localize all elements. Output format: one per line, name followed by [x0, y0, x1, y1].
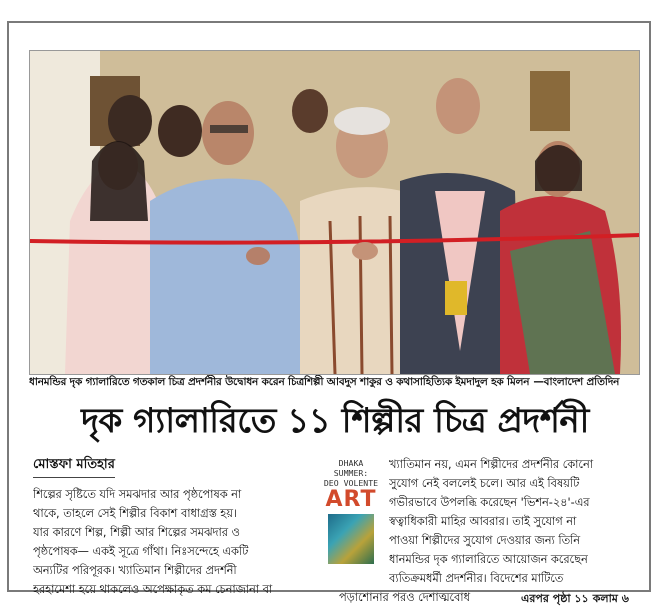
body-line: অন্যটির পরিপূরক। খ্যাতিমান শিল্পীদের প্রদর্শনী	[33, 564, 237, 577]
continuation-page: এরপর পৃষ্ঠা ১১	[521, 592, 589, 605]
poster-artwork	[328, 514, 374, 564]
body-column-right-tail	[339, 588, 519, 607]
body-line: শিল্পের সৃষ্টিতে যদি সমঝদার আর পৃষ্ঠপোষক না	[33, 488, 242, 501]
byline: মোস্তফা মতিহার	[33, 455, 115, 478]
body-line: হরহামেশা হয়ে থাকলেও অপেক্ষাকৃত কম চেনাজানা বা	[33, 583, 273, 596]
body-line: খ্যাতিমান নয়, এমন শিল্পীদের প্রদর্শনীর কোনো	[389, 458, 593, 471]
news-photo	[29, 50, 640, 375]
body-line: ধানমন্ডির দৃক গ্যালারিতে আয়োজন করেছেন	[389, 553, 588, 566]
body-line: পৃষ্ঠপোষক— একই সূত্রে গাঁথা। নিঃসন্দেহে একটি	[33, 545, 249, 558]
poster-art-word: ART	[325, 487, 377, 512]
poster-line-2: SUMMER:	[333, 468, 369, 478]
body-line: সুযোগ নেই বললেই চলে। আর এই বিষয়টি	[389, 477, 580, 490]
body-column-right	[389, 455, 639, 588]
headline: দৃক গ্যালারিতে ১১ শিল্পীর চিত্র প্রদর্শনী	[81, 401, 589, 441]
elder-hair	[334, 107, 390, 135]
body-line: স্বত্বাধিকারী মাহির আবরার। তাই সুযোগ না	[389, 515, 577, 528]
young-man-face	[436, 78, 480, 134]
photo-illustration	[30, 51, 639, 374]
exhibition-poster	[317, 458, 385, 586]
person-bg-3	[292, 89, 328, 133]
body-line: যার কারণে শিল্প, শিল্পী আর শিল্পের সমঝদার ও	[33, 526, 240, 539]
caption-text: ধানমন্ডির দৃক গ্যালারিতে গতকাল চিত্র প্রদর্শনীর উদ্বোধন করেন চিত্রশিল্পী আবদুস শাকুর ও কথাসাহিত্যিক ইমদাদুল হক মিলন	[29, 376, 530, 388]
body-line: পাওয়া শিল্পীদের সুযোগ দেওয়ার জন্য তিনি	[389, 534, 581, 547]
body-line: গভীরভাবে উপলব্ধি করেছেন 'ভিশন-২৪'-এর	[389, 496, 590, 509]
hand-elder	[352, 242, 378, 260]
continuation-note	[521, 590, 629, 609]
body-line: পড়াশোনার পরও দেশাত্মবোধ	[339, 591, 470, 604]
newspaper-clipping	[7, 21, 651, 605]
photo-caption	[29, 375, 641, 392]
person-bg-2	[158, 105, 202, 157]
man-blue-glasses	[210, 125, 248, 133]
body-line: ব্যতিক্রমধর্মী প্রদর্শনীর। বিদেশের মাটিতে	[389, 572, 564, 585]
booklet	[445, 281, 467, 315]
continuation-column: কলাম ৬	[592, 592, 629, 605]
poster-line-3: DEO VOLENTE	[323, 478, 379, 488]
poster-line-1: DHAKA	[338, 458, 364, 468]
frame-right	[530, 71, 570, 131]
body-line: থাকে, তাহলে সেই শিল্পীর বিকাশ বাধাগ্রস্ত হয়।	[33, 507, 237, 520]
caption-source: —বাংলাদেশ প্রতিদিন	[533, 376, 620, 388]
man-blue-body	[150, 179, 300, 375]
hand-man-blue	[246, 247, 270, 265]
body-column-left	[33, 485, 313, 599]
person-bg-1	[108, 95, 152, 147]
